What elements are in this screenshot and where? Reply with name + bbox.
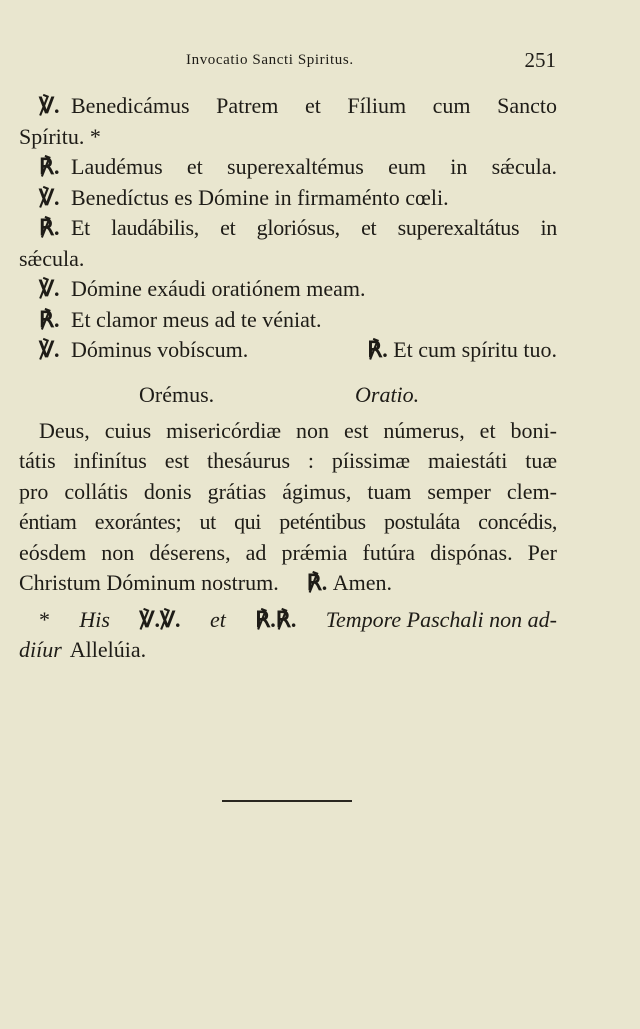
response-line xyxy=(19,305,557,336)
verse-text: Benedicámus Patrem et Fílium cum Sancto xyxy=(71,93,557,118)
prayer-text xyxy=(19,416,557,599)
response-symbol: ℟. xyxy=(39,154,60,179)
prayer-line: Deus, cuius misericórdiæ non est númerus, et boni- xyxy=(39,417,557,443)
verse-text: Laudémus et superexaltémus eum in sǽcula. xyxy=(71,154,557,179)
footnote-mark: * xyxy=(39,606,50,632)
versicle-symbol: ℣. xyxy=(39,276,60,301)
versicle-symbol: ℣. xyxy=(39,337,60,362)
footnote xyxy=(19,605,557,666)
prayer-line: éntiam exorántes; ut qui peténtibus postuláta concédis, xyxy=(19,509,557,534)
end-rule xyxy=(222,800,352,802)
versicle-symbol: ℣. xyxy=(39,184,60,210)
running-head: Invocatio Sancti Spiritus. xyxy=(186,52,354,68)
response-symbol: ℟. xyxy=(367,337,388,362)
footnote-line: * His ℣.℣. et ℟.℟. Tempore Paschali non ad- xyxy=(19,605,557,636)
verse-text: sǽcula. xyxy=(19,245,85,271)
verse-text: Et clamor meus ad te véniat. xyxy=(71,306,322,332)
verse-continuation xyxy=(19,244,557,275)
page-number: 251 xyxy=(524,48,556,72)
versicle-line xyxy=(19,91,557,122)
page-header xyxy=(0,48,640,74)
versicle-symbol: ℣. xyxy=(39,93,60,118)
versicle-line xyxy=(19,183,557,214)
prayer-line: Christum Dóminum nostrum. ℟. Amen. xyxy=(19,568,557,599)
prayer-line: tátis infinítus est thesáurus : píissimæ maiestáti tuæ xyxy=(19,448,557,473)
prayer-heading xyxy=(19,380,557,410)
amen-text: Amen. xyxy=(332,570,393,595)
oratio-label: Oratio. xyxy=(355,381,420,407)
footnote-line: diíur Allelúia. xyxy=(19,637,147,662)
response-symbol: ℟. xyxy=(306,570,328,595)
verse-continuation xyxy=(19,122,557,153)
response-line xyxy=(19,152,557,183)
verse-text: Benedíctus es Dómine in firmaménto cœli. xyxy=(71,184,449,210)
verse-text: Dóminus vobíscum. xyxy=(71,337,249,362)
versicle-response-line xyxy=(19,335,557,366)
verse-text: Et cum spíritu tuo. xyxy=(393,337,557,362)
response-symbol: ℟. xyxy=(39,215,60,240)
oremus-label: Orémus. xyxy=(139,381,215,407)
response-symbol: ℟. xyxy=(39,306,60,332)
verse-text: Et laudábilis, et gloriósus, et superexaltátus in xyxy=(71,215,557,240)
verse-text: Dómine exáudi oratiónem meam. xyxy=(71,276,366,301)
verse-text: Spíritu. * xyxy=(19,123,101,149)
prayer-line: pro collátis donis grátias ágimus, tuam semper clem- xyxy=(19,478,557,504)
versicle-line xyxy=(19,274,557,305)
page-body xyxy=(19,91,557,666)
response-line xyxy=(19,213,557,244)
prayer-line: eósdem non déserens, ad prǽmia futúra dispónas. Per xyxy=(19,539,557,565)
